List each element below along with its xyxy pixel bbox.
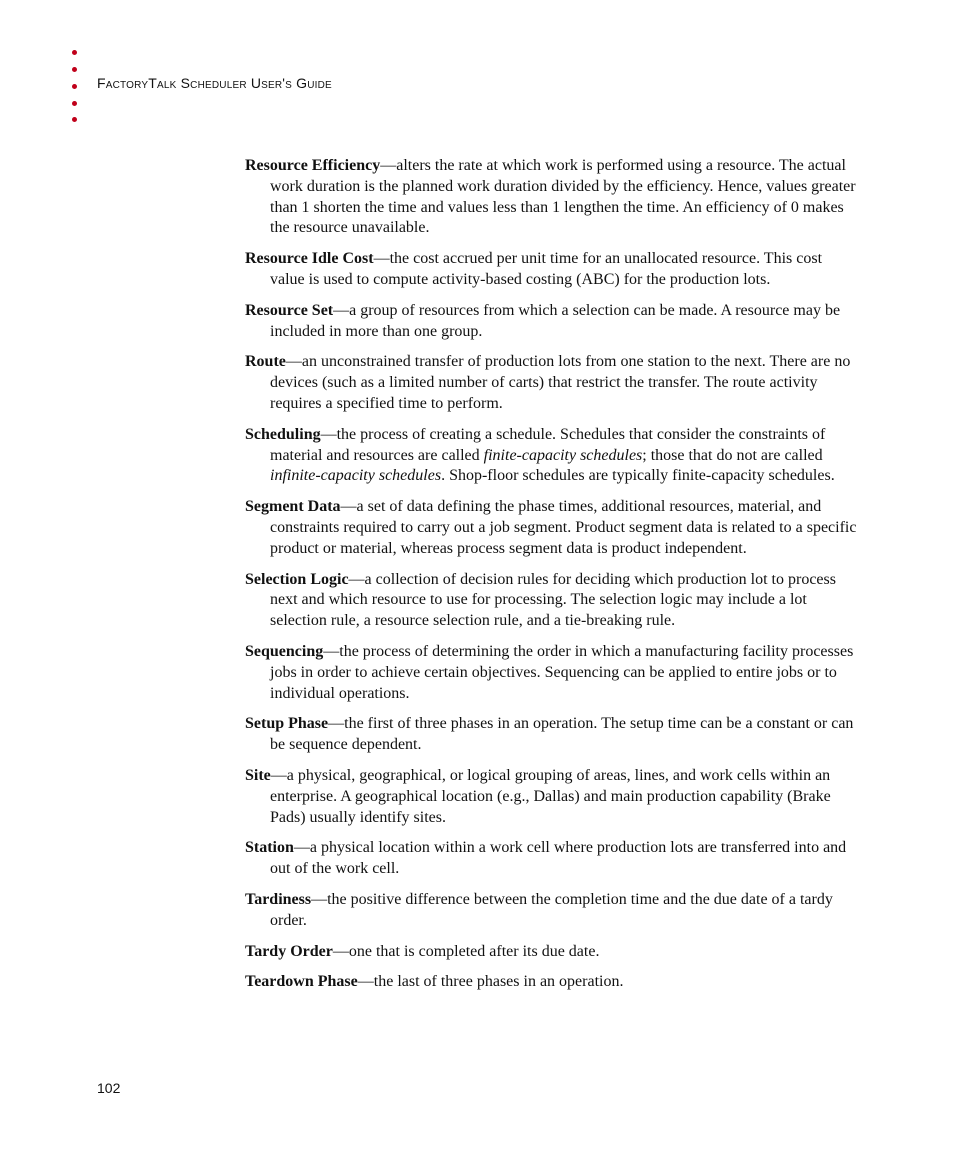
glossary-italic-term: finite-capacity schedules: [483, 446, 643, 464]
glossary-italic-term: infinite-capacity schedules: [270, 467, 442, 485]
glossary-term: Resource Idle Cost: [245, 250, 374, 268]
glossary-definition: —a physical location within a work cell where production lots are transferred into and out of the work cell.: [270, 839, 847, 878]
glossary-definition: —a group of resources from which a selection can be made. A resource may be included in more than one group.: [270, 301, 841, 340]
glossary-entry-segment-data: [245, 497, 857, 559]
glossary-term: Station: [245, 839, 294, 857]
glossary-term: Tardiness: [245, 890, 312, 908]
glossary-term: Resource Set: [245, 301, 334, 319]
page-number: 102: [97, 1080, 121, 1096]
glossary-term: Resource Efficiency: [245, 157, 381, 174]
glossary-definition: —the first of three phases in an operation. The setup time can be a constant or can be sequence dependent.: [270, 715, 854, 754]
bullet-dot-icon: [72, 67, 77, 72]
bullet-dot-icon: [72, 84, 77, 89]
glossary-term: Setup Phase: [245, 715, 329, 733]
glossary-entry-station: [245, 838, 857, 880]
glossary-definition: —the process of creating a schedule. Schedules that consider the constraints of material and resources are called: [270, 425, 826, 464]
glossary-term: Site: [245, 766, 271, 784]
glossary-definition: —the process of determining the order in which a manufacturing facility processes jobs in order to achieve certain objectives. Sequencing can be applied to entire jobs or to individual operations.: [270, 642, 854, 702]
glossary-definition: —the last of three phases in an operation.: [357, 973, 624, 991]
glossary-definition: ; those that do not are called: [642, 446, 823, 464]
running-header-title: FactoryTalk Scheduler User's Guide: [97, 75, 332, 91]
glossary-definition: —one that is completed after its due date.: [332, 942, 600, 960]
glossary-entry-route: [245, 352, 857, 414]
glossary-entry-resource-efficiency: [245, 156, 857, 239]
glossary-definition: —the cost accrued per unit time for an unallocated resource. This cost value is used to compute activity-based costing (ABC) for the production lots.: [270, 250, 823, 288]
glossary-definition: —the positive difference between the completion time and the due date of a tardy order.: [270, 890, 833, 929]
glossary-term: Sequencing: [245, 642, 324, 660]
glossary-term: Teardown Phase: [245, 973, 358, 991]
glossary-entry-site: [245, 766, 857, 828]
glossary-term: Route: [245, 353, 286, 371]
glossary-entry-teardown-phase: [245, 972, 857, 993]
glossary-term: Segment Data: [245, 498, 341, 516]
glossary-entry-sequencing: [245, 642, 857, 704]
glossary-list: [245, 156, 857, 1003]
glossary-definition: —a collection of decision rules for deciding which production lot to process next and which resource to use for processing. The selection logic may include a lot selection rule, a resource selection rule, and a tie-breaking rule.: [270, 570, 836, 630]
glossary-entry-resource-set: [245, 301, 857, 343]
glossary-definition: . Shop-floor schedules are typically finite-capacity schedules.: [441, 467, 835, 485]
glossary-entry-setup-phase: [245, 714, 857, 756]
glossary-entry-selection-logic: [245, 570, 857, 632]
glossary-definition: —an unconstrained transfer of production lots from one station to the next. There are no devices (such as a limited number of carts) that restrict the transfer. The route activity requires a specified time to perform.: [270, 353, 851, 412]
glossary-entry-scheduling: [245, 425, 857, 487]
bullet-dot-icon: [72, 50, 77, 55]
glossary-term: Selection Logic: [245, 570, 349, 588]
glossary-entry-tardy-order: [245, 942, 857, 963]
glossary-definition: —a physical, geographical, or logical grouping of areas, lines, and work cells within an enterprise. A geographical location (e.g., Dallas) and main production capability (Brake Pads) usually identify sites.: [270, 766, 831, 826]
glossary-entry-resource-idle-cost: [245, 249, 857, 291]
bullet-dot-icon: [72, 101, 77, 106]
bullet-dot-icon: [72, 117, 77, 122]
glossary-definition: —a set of data defining the phase times, additional resources, material, and constraints required to carry out a job segment. Product segment data is related to a specific product or material, whereas process segment data is product independent.: [270, 498, 857, 557]
glossary-term: Scheduling: [245, 425, 321, 443]
glossary-term: Tardy Order: [245, 942, 333, 960]
glossary-definition: —alters the rate at which work is performed using a resource. The actual work duration is the planned work duration divided by the efficiency. Hence, values greater than 1 shorten the time and values less than 1 lengthen the time. An efficiency of 0 makes the resource unavailable.: [270, 157, 856, 237]
glossary-entry-tardiness: [245, 890, 857, 932]
